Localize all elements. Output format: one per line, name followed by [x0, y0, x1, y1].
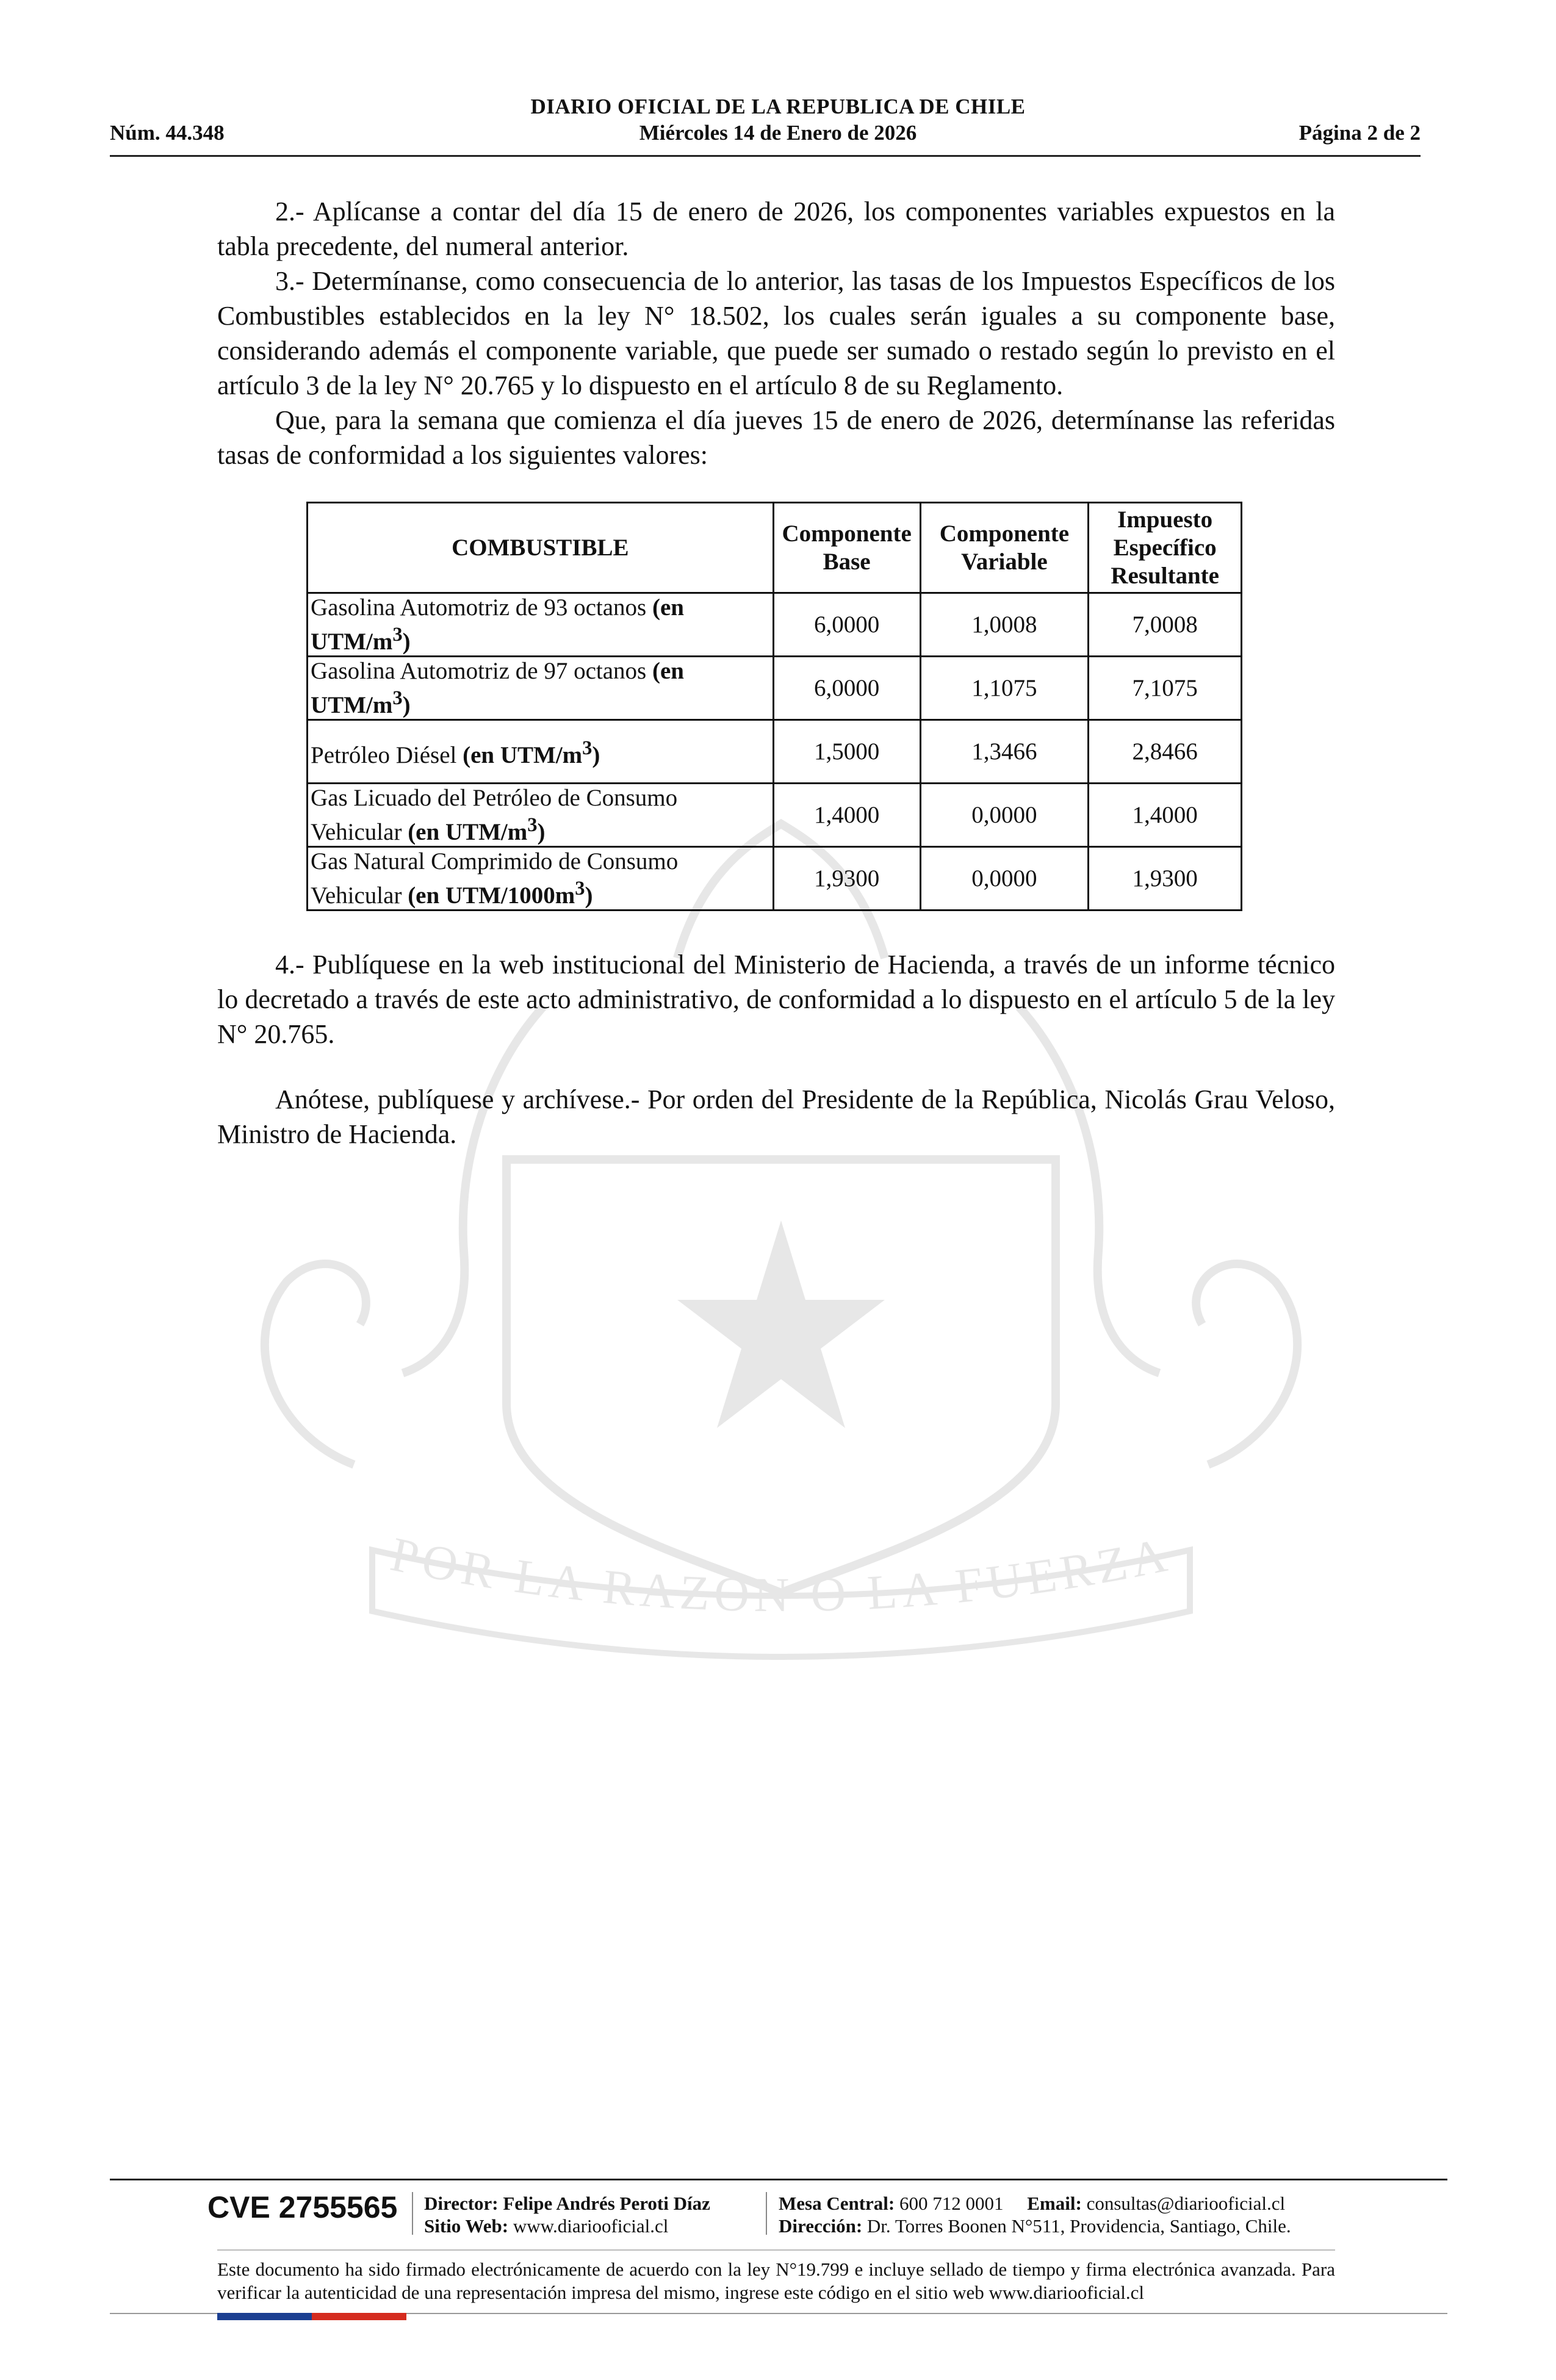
result-value: 1,4000	[1089, 784, 1242, 847]
footer-separator	[412, 2192, 413, 2235]
table-row	[308, 657, 1242, 720]
header-base-line1: Componente	[782, 520, 912, 547]
fuel-name-cell	[308, 847, 774, 911]
header-base-line2: Base	[823, 548, 871, 575]
address-label: Dirección:	[779, 2215, 863, 2237]
fuel-name: Petróleo Diésel	[311, 741, 463, 768]
paragraph-que: Que, para la semana que comienza el día jueves 15 de enero de 2026, determínanse las referidas tasas de conformidad a los siguientes valores:	[217, 405, 1335, 470]
base-value: 6,0000	[773, 657, 920, 720]
fuel-unit: (en UTM/$m^3$)	[463, 737, 600, 768]
flag-blue-segment	[217, 2313, 312, 2320]
header-componente-base	[773, 503, 920, 593]
footer-separator	[766, 2192, 767, 2235]
paragraph-4: 4.- Publíquese en la web institucional del Ministerio de Hacienda, a través de un informe técnico lo decretado a través de este acto administrativo, de conformidad a lo dispuesto en el artículo 5 de la ley N° 20.765.	[217, 950, 1335, 1049]
fuel-name: Gasolina Automotriz de 97 octanos	[311, 657, 652, 684]
table-row	[308, 784, 1242, 847]
publication-title: DIARIO OFICIAL DE LA REPUBLICA DE CHILE	[530, 95, 1026, 118]
result-value: 2,8466	[1089, 720, 1242, 784]
header-result-line2: Específico	[1113, 534, 1217, 561]
fuel-unit: (en UTM/$m^3$)	[408, 813, 546, 845]
fuel-unit: (en UTM/$m^3$)	[311, 657, 684, 718]
director-name: Felipe Andrés Peroti Díaz	[503, 2193, 710, 2214]
variable-value: 1,0008	[920, 593, 1089, 657]
paragraph-group-1	[217, 194, 1335, 472]
paragraph-2: 2.- Aplícanse a contar del día 15 de enero de 2026, los componentes variables expuestos en la tabla precedente, del numeral anterior.	[217, 197, 1335, 261]
variable-value: 0,0000	[920, 784, 1089, 847]
fuel-name: Gas Natural Comprimido de Consumo Vehicular	[311, 848, 679, 909]
paragraph-group-3	[217, 1082, 1335, 1152]
table-header-row	[308, 503, 1242, 593]
footer-inner-divider	[217, 2249, 1335, 2251]
header-variable-line1: Componente	[939, 520, 1070, 547]
fuel-name-cell	[308, 593, 774, 657]
fuel-unit: (en UTM/$1000m^3$)	[408, 877, 593, 909]
fuel-name-cell	[308, 784, 774, 847]
legal-notice: Este documento ha sido firmado electrónicamente de acuerdo con la ley N°19.799 e incluye sellado de tiempo y firma electrónica avanzada. Para verificar la autenticidad de una representación impresa del mismo, ingrese este código en el sitio web www.diariooficial.cl	[217, 2259, 1335, 2303]
header-variable-line2: Variable	[961, 548, 1048, 575]
flag-stripe	[217, 2313, 406, 2320]
page-indicator: Página 2 de 2	[1298, 121, 1421, 145]
header-combustible: COMBUSTIBLE	[308, 503, 774, 593]
cve-code: CVE 2755565	[207, 2190, 398, 2224]
phone-number: 600 712 0001	[899, 2193, 1004, 2214]
email-label: Email:	[1027, 2193, 1082, 2214]
result-value: 7,0008	[1089, 593, 1242, 657]
base-value: 1,9300	[773, 847, 920, 911]
flag-red-segment	[312, 2313, 406, 2320]
header-result-line1: Impuesto	[1117, 506, 1213, 533]
fuel-name: Gasolina Automotriz de 93 octanos	[311, 594, 652, 621]
header-divider	[110, 155, 1421, 157]
closing-paragraph: Anótese, publíquese y archívese.- Por orden del Presidente de la República, Nicolás Grau Veloso, Ministro de Hacienda.	[217, 1084, 1335, 1149]
base-value: 6,0000	[773, 593, 920, 657]
table-row	[308, 720, 1242, 784]
result-value: 7,1075	[1089, 657, 1242, 720]
paragraph-group-2	[217, 947, 1335, 1051]
base-value: 1,5000	[773, 720, 920, 784]
footer-director-block	[424, 2192, 710, 2237]
fuel-tax-table	[306, 502, 1242, 911]
table-row	[308, 847, 1242, 911]
fuel-name-cell	[308, 657, 774, 720]
phone-label: Mesa Central:	[779, 2193, 895, 2214]
variable-value: 0,0000	[920, 847, 1089, 911]
email-link[interactable]: consultas@diariooficial.cl	[1086, 2193, 1286, 2214]
footer-divider	[110, 2179, 1447, 2180]
header-impuesto-resultante	[1089, 503, 1242, 593]
result-value: 1,9300	[1089, 847, 1242, 911]
fuel-unit: (en UTM/$m^3$)	[311, 594, 684, 655]
site-label: Sitio Web:	[424, 2215, 509, 2237]
site-link[interactable]: www.diariooficial.cl	[513, 2215, 669, 2237]
fuel-name-cell	[308, 720, 774, 784]
base-value: 1,4000	[773, 784, 920, 847]
variable-value: 1,3466	[920, 720, 1089, 784]
variable-value: 1,1075	[920, 657, 1089, 720]
director-label: Director:	[424, 2193, 499, 2214]
header-result-line3: Resultante	[1111, 562, 1219, 589]
motto-text: POR LA RAZON O LA FUERZA	[386, 1527, 1176, 1623]
publication-date: Miércoles 14 de Enero de 2026	[639, 121, 917, 145]
address-value: Dr. Torres Boonen N°511, Providencia, Santiago, Chile.	[866, 2215, 1291, 2237]
fuel-name: Gas Licuado del Petróleo de Consumo Vehicular	[311, 784, 678, 845]
table-row	[308, 593, 1242, 657]
issue-number: Núm. 44.348	[110, 121, 225, 145]
svg-text:POR LA RAZON O LA FUERZA	[386, 1527, 1176, 1622]
footer-contact-block	[779, 2192, 1291, 2237]
paragraph-3: 3.- Determínanse, como consecuencia de lo anterior, las tasas de los Impuestos Específicos de los Combustibles establecidos en la ley N° 18.502, los cuales serán iguales a su componente base, considerando además el componente variable, que puede ser sumado o restado según lo previsto en el artículo 3 de la ley N° 20.765 y lo dispuesto en el artículo 8 de su Reglamento.	[217, 266, 1335, 400]
header-componente-variable	[920, 503, 1089, 593]
